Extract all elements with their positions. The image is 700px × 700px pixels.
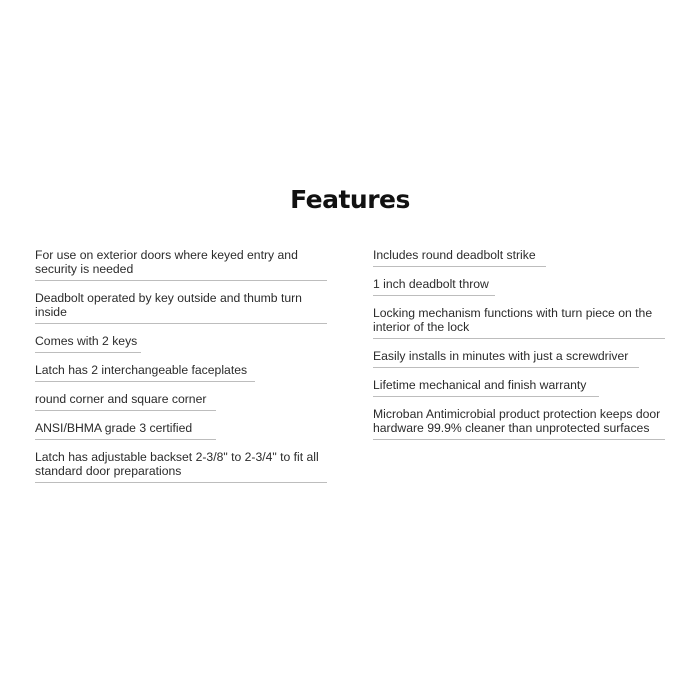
feature-item bbox=[373, 347, 639, 368]
feature-item bbox=[35, 448, 327, 483]
feature-text: Easily installs in minutes with just a screwdriver bbox=[373, 349, 629, 363]
feature-text: ANSI/BHMA grade 3 certified bbox=[35, 421, 193, 435]
feature-text: round corner and square corner bbox=[35, 392, 207, 406]
feature-text: Latch has 2 interchangeable faceplates bbox=[35, 363, 248, 377]
feature-item bbox=[373, 376, 599, 397]
feature-text: Latch has adjustable backset 2-3/8" to 2-3/4" to fit all standard door preparations bbox=[35, 450, 319, 478]
feature-item bbox=[373, 246, 546, 267]
features-title: Features bbox=[290, 185, 410, 214]
feature-text: Includes round deadbolt strike bbox=[373, 248, 536, 262]
feature-item bbox=[373, 304, 665, 339]
feature-text: Comes with 2 keys bbox=[35, 334, 138, 348]
feature-item bbox=[373, 275, 495, 296]
feature-text: 1 inch deadbolt throw bbox=[373, 277, 489, 291]
feature-text: Locking mechanism functions with turn piece on the interior of the lock bbox=[373, 306, 653, 334]
feature-item bbox=[35, 289, 327, 324]
feature-item bbox=[35, 332, 141, 353]
feature-item bbox=[373, 405, 665, 440]
feature-text: Microban Antimicrobial product protection keeps door hardware 99.9% cleaner than unprotected surfaces bbox=[373, 407, 661, 435]
feature-item bbox=[35, 390, 216, 411]
feature-text: Deadbolt operated by key outside and thumb turn inside bbox=[35, 291, 302, 319]
feature-text: Lifetime mechanical and finish warranty bbox=[373, 378, 587, 392]
feature-item bbox=[35, 246, 327, 281]
feature-item bbox=[35, 419, 216, 440]
features-list-left bbox=[35, 246, 327, 491]
feature-text: For use on exterior doors where keyed entry and security is needed bbox=[35, 248, 298, 276]
features-list-right bbox=[373, 246, 665, 448]
feature-item bbox=[35, 361, 255, 382]
